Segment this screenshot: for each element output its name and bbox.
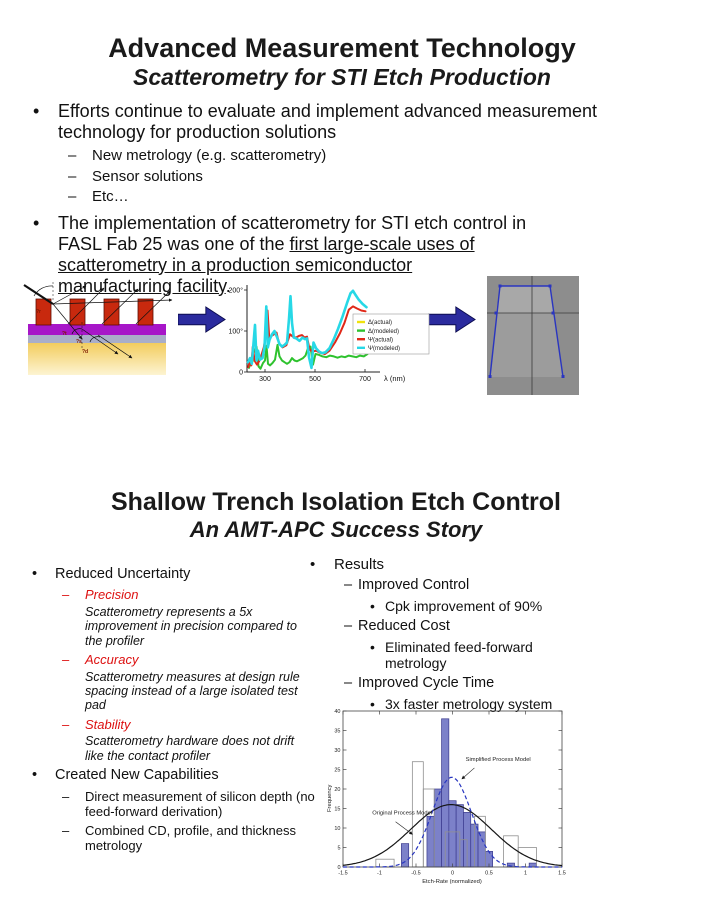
sub-bullet-item: – Improved Cycle Time [306, 675, 586, 692]
svg-text:-1.5: -1.5 [338, 870, 348, 877]
sub-bullet-item: – Sensor solutions [30, 167, 630, 187]
svg-text:0.5: 0.5 [485, 870, 493, 877]
svg-text:λ (nm): λ (nm) [384, 374, 406, 383]
sem-profile-figure [487, 276, 579, 395]
bullet-item [30, 101, 630, 143]
svg-text:-1: -1 [377, 870, 382, 877]
arrow-right-icon [178, 306, 226, 333]
arrow-right-icon [428, 306, 476, 333]
histogram-chart [325, 697, 577, 897]
sub-sub-bullet-item: • Eliminated feed-forward metrology [306, 639, 586, 671]
angle-label: ?r [36, 309, 41, 315]
bullet-text: Efforts continue to evaluate and implement advanced measurement technology for production solutions [58, 101, 597, 143]
sub-bullet-item: – Reduced Cost [306, 618, 586, 635]
description-text: Scatterometry measures at design rule spacing instead of a large isolated test pad [85, 669, 300, 713]
bullet-item: • Created New Capabilities [14, 767, 334, 784]
angle-label: ?d [82, 349, 89, 355]
bullet-item: • Results [306, 556, 586, 573]
svg-text:25: 25 [334, 767, 341, 774]
svg-text:Simplified Process Model: Simplified Process Model [465, 756, 531, 763]
sub-sub-bullet-item: • Cpk improvement of 90% [306, 598, 586, 614]
oxide-layer [28, 334, 166, 343]
film-layer [28, 324, 166, 335]
svg-text:1.5: 1.5 [558, 870, 566, 877]
scatterometry-schematic-figure [20, 282, 178, 382]
slide2-title: Shallow Trench Isolation Etch Control [110, 488, 562, 516]
slide1-subtitle: Scatterometry for STI Etch Production [133, 64, 551, 90]
svg-text:Frequency: Frequency [327, 784, 333, 812]
description-text: Scatterometry hardware does not drift like the contact profiler [85, 734, 295, 763]
sub-bullet-item: – Improved Control [306, 577, 586, 594]
angle-label: ?s [76, 339, 82, 345]
svg-text:1: 1 [523, 870, 528, 877]
sub-bullet-item: – Combined CD, profile, and thickness metrology [14, 823, 334, 854]
spectrum-chart [227, 280, 433, 392]
slide1-title: Advanced Measurement Technology [108, 33, 576, 63]
sub-bullet-item: – Direct measurement of silicon depth (no feed-forward derivation) [14, 789, 334, 820]
svg-text:Ψ(modeled): Ψ(modeled) [368, 346, 401, 352]
bullet-line: • The implementation of scatterometry for STI etch control in [58, 212, 527, 233]
svg-text:5: 5 [337, 845, 341, 852]
svg-text:0: 0 [337, 865, 341, 871]
svg-text:0: 0 [450, 870, 455, 877]
sub-bullet-item: – New metrology (e.g. scatterometry) [30, 146, 630, 166]
svg-text:15: 15 [334, 806, 341, 813]
svg-text:700: 700 [359, 376, 371, 383]
svg-text:20: 20 [334, 787, 341, 793]
svg-text:-0.5: -0.5 [411, 870, 421, 877]
sub-bullet-item: – Accuracy [14, 652, 334, 668]
sub-bullet-item: – Etc… [30, 187, 630, 207]
bullet-item: • Reduced Uncertainty [14, 566, 334, 583]
angle-label: ?t [62, 331, 67, 337]
svg-text:0: 0 [239, 369, 243, 377]
bullet-line: manufacturing facility. [58, 275, 231, 296]
svg-text:Original Process Model: Original Process Model [372, 810, 433, 817]
svg-text:100°: 100° [228, 328, 243, 336]
sub-bullet-item: – Precision [14, 587, 334, 603]
svg-text:10: 10 [334, 826, 341, 832]
svg-text:40: 40 [334, 709, 341, 715]
svg-text:Ψ(actual): Ψ(actual) [368, 337, 394, 344]
svg-text:35: 35 [334, 728, 341, 735]
sub-bullet-item: – Stability [14, 717, 334, 733]
svg-text:200°: 200° [228, 287, 243, 295]
bullet-line: FASL Fab 25 was one of the first large-scale uses of [58, 233, 475, 254]
slide2-right-column [306, 556, 586, 716]
svg-text:Δ(actual): Δ(actual) [368, 320, 393, 327]
svg-text:Δ(modeled): Δ(modeled) [368, 328, 400, 335]
svg-text:30: 30 [334, 748, 341, 754]
bullet-line: scatterometry in a production semiconductor [58, 254, 413, 275]
svg-text:Etch-Rate (normalized): Etch-Rate (normalized) [422, 879, 482, 885]
slide1-body [30, 101, 630, 300]
svg-text:500: 500 [309, 376, 321, 383]
sub-sub-bullet-item: • 3x faster metrology system [306, 696, 586, 712]
description-text: Scatterometry represents a 5x improvement in precision compared to the profiler [85, 604, 297, 648]
slide2-left-column [14, 566, 334, 857]
substrate-layer [28, 342, 166, 375]
slide2-subtitle: An AMT-APC Success Story [189, 517, 483, 542]
svg-text:300: 300 [259, 376, 271, 383]
